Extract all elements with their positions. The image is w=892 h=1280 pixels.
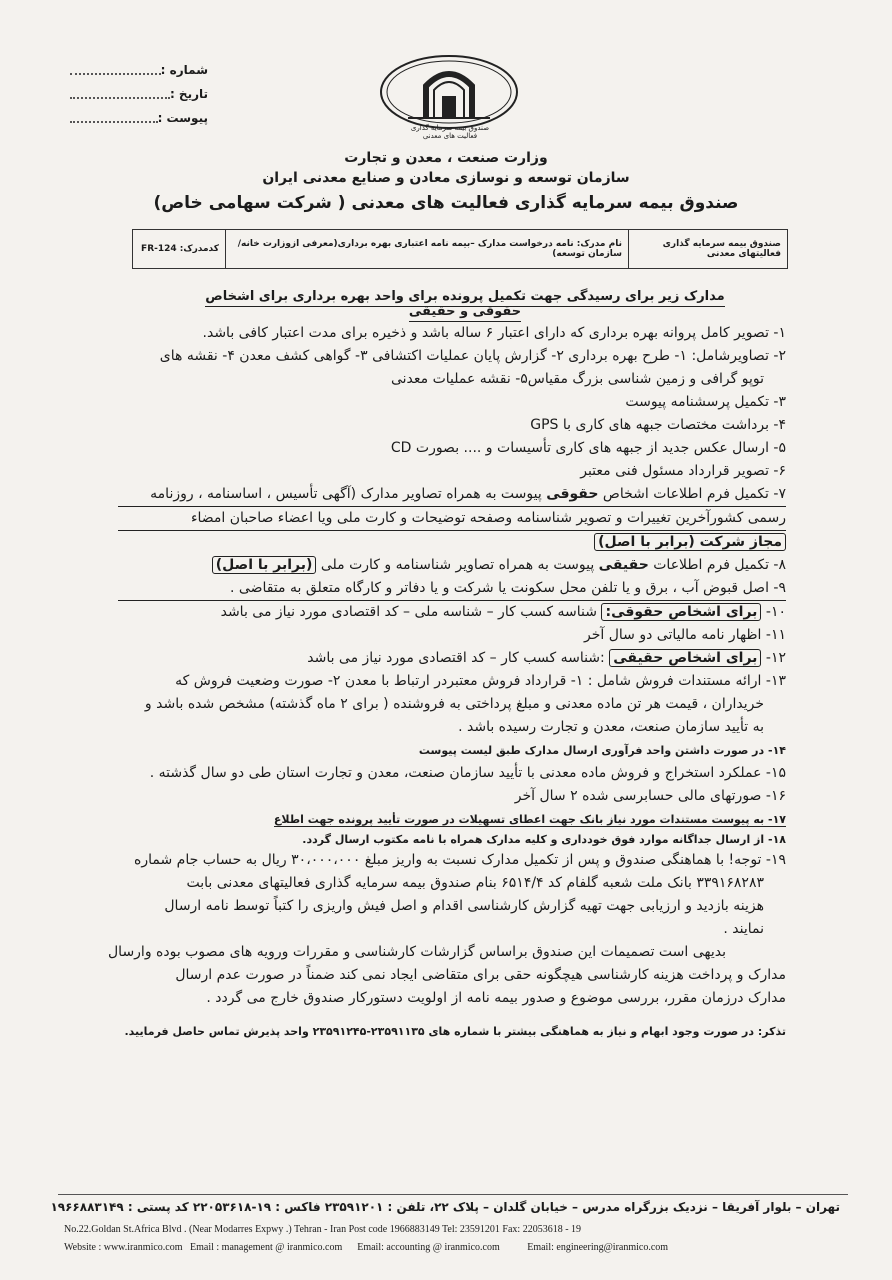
- date-label: تاریخ :: [169, 87, 208, 101]
- list-item: ۱۲- برای اشخاص حقیقی :شناسه کسب کار – کد اقتصادی مورد نیاز می باشد: [307, 650, 786, 666]
- footer-address-fa: تهران – بلوار آفریقا – نزدیک بزرگراه مدرس – خیابان گلدان – پلاک ۲۲، تلفن : ۲۳۵۹۱۲۰۱ فاکس : ۱۹-۲۲۰۵۳۶۱۸ کد پستی : ۱۹۶۶۸۸۳۱۴۹: [50, 1200, 840, 1214]
- document-title: [190, 289, 740, 319]
- list-item: ۸- تکمیل فرم اطلاعات حقیقی پیوست به همراه تصاویر شناسنامه و کارت ملی (برابر با اصل): [118, 554, 786, 577]
- list-item: ۴- برداشت مختصات جبهه های کاری با GPS: [530, 417, 786, 433]
- list-item: ۱۷- به پیوست مستندات مورد نیاز بانک جهت اعطای تسهیلات در صورت تأیید پرونده جهت اطلاع: [273, 813, 786, 826]
- list-item: ۱- تصویر کامل پروانه بهره برداری که دارای اعتبار ۶ ساله باشد و ذخیره برای مدت اعتبار کافی باشد.: [202, 325, 786, 341]
- attachment-label: پیوست :: [157, 111, 208, 125]
- number-field: [58, 58, 208, 82]
- footer-divider: [58, 1194, 848, 1195]
- list-item: هزینه بازدید و ارزیابی جهت تهیه گزارش کارشناسی اقدام و اصل فیش واریزی را کتباً توسط نامه ارسال: [164, 898, 764, 914]
- email-accounting-link[interactable]: Email: accounting @ iranmico.com: [357, 1242, 500, 1253]
- list-item: ۲- تصاویرشامل: ۱- طرح بهره برداری ۲- گزارش پایان عملیات اکتشافی ۳- گواهی کشف معدن ۴- نقشه های: [159, 348, 786, 364]
- list-item: توپو گرافی و زمین شناسی بزرگ مقیاس۵- نقشه عملیات معدنی: [390, 371, 764, 387]
- list-item: ۱۸- از ارسال جداگانه موارد فوق خودداری و کلیه مدارک همراه با نامه مکتوب ارسال گردد.: [302, 833, 786, 846]
- date-field: [58, 82, 208, 106]
- ref-org: صندوق بیمه سرمایه گذاری فعالیتهای معدنی: [628, 230, 787, 268]
- list-item: به تأیید سازمان صنعت، معدن و تجارت رسیده باشد .: [458, 719, 764, 735]
- fund-heading: صندوق بیمه سرمایه گذاری فعالیت های معدنی ( شرکت سهامی خاص): [153, 193, 739, 213]
- list-item: ۹- اصل قبوض آب ، برق و یا تلفن محل سکونت یا شرکت و یا دفاتر و کارگاه متعلق به متقاضی .: [118, 577, 786, 601]
- document-title-text: مدارک زیر برای رسیدگی جهت تکمیل پرونده برای واحد بهره برداری برای اشخاص حقوقی و حقیقی: [205, 289, 724, 322]
- list-item: ۵- ارسال عکس جدید از جبهه های کاری تأسیسات و .... بصورت CD: [390, 440, 786, 456]
- closing-paragraph: مدارک درزمان مقرر، بررسی موضوع و صدور بیمه نامه از اولویت دستورکار صندوق خارج می گردد .: [206, 990, 786, 1006]
- list-item: ۱۳- ارائه مستندات فروش شامل : ۱- قرارداد فروش معتبردر ارتباط با معدن ۲- صورت وضعیت فروش که: [175, 673, 786, 689]
- requirements-list: [108, 322, 786, 1043]
- website-link[interactable]: Website : www.iranmico.com: [64, 1242, 183, 1253]
- list-item: ۱۱- اظهار نامه مالیاتی دو سال آخر: [584, 627, 786, 643]
- list-item: ۱۰- برای اشخاص حقوقی: شناسه کسب کار – شناسه ملی – کد اقتصادی مورد نیاز می باشد: [220, 604, 786, 620]
- closing-paragraph: مدارک و پرداخت هزینه کارشناسی هیچگونه حقی برای متقاضی ایجاد نمی کند ضمناً در صورت عدم ارسال: [175, 967, 786, 983]
- ref-doc-code: کدمدرک: FR-124: [141, 244, 219, 254]
- meta-fields: [58, 58, 208, 130]
- number-label: شماره :: [160, 63, 208, 77]
- footer-address-en: No.22.Goldan St.Africa Blvd . (Near Modarres Expwy .) Tehran - Iran Post code 1966883149 Tel: 23591201 Fax: 22053618 - 19: [64, 1224, 582, 1235]
- list-item: ۳۳۹۱۶۸۲۸۳ بانک ملت شعبه گلفام کد ۶۵۱۴/۴ بنام صندوق بیمه سرمایه گذاری فعالیتهای معدنی بابت: [186, 875, 764, 891]
- list-item: ۷- تکمیل فرم اطلاعات اشخاص حقوقی پیوست به همراه تصاویر مدارک (آگهی تأسیس ، اساسنامه ، روزنامه: [118, 483, 786, 507]
- ref-doc-name: نام مدرک: نامه درخواست مدارک –بیمه نامه اعتباری بهره برداری(معرفی ازوزارت خانه/سازمان توسعه): [225, 230, 628, 268]
- list-item: نمایند .: [723, 921, 764, 937]
- closing-paragraph: بدیهی است تصمیمات این صندوق براساس گزارشات کارشناسی و مقررات ورویه های مصوب بوده وارسال: [108, 944, 726, 960]
- ministry-heading: وزارت صنعت ، معدن و تجارت: [344, 150, 548, 166]
- list-item: ۶- تصویر قرارداد مسئول فنی معتبر: [580, 463, 786, 479]
- list-item: مجاز شرکت (برابر با اصل): [118, 531, 786, 554]
- email-engineering-link[interactable]: Email: engineering@iranmico.com: [527, 1242, 669, 1253]
- attachment-field: [58, 106, 208, 130]
- list-item: ۳- تکمیل پرسشنامه پیوست: [625, 394, 786, 410]
- list-item: ۱۶- صورتهای مالی حسابرسی شده ۲ سال آخر: [514, 788, 786, 804]
- document-reference-box: [132, 229, 788, 269]
- footer-contacts: [64, 1242, 854, 1253]
- list-item: خریداران ، قیمت هر تن ماده معدنی و مبلغ پرداختی به فروشنده ( برای ۲ ماه گذشته) مشخص شده باشد و: [144, 696, 764, 712]
- list-item: رسمی کشورآخرین تغییرات و تصویر شناسنامه وصفحه توضیحات و کارت ملی ویا اعضاء صاحبان امضاء: [118, 507, 786, 531]
- contact-note: تذکر: در صورت وجود ابهام و نیاز به هماهنگی بیشتر با شماره های ۲۳۵۹۱۱۳۵-۲۳۵۹۱۲۴۵ واحد پذیرش تماس حاصل فرمایید.: [124, 1025, 786, 1038]
- organization-heading: سازمان توسعه و نوسازی معادن و صنایع معدنی ایران: [262, 170, 630, 186]
- email-management-link[interactable]: Email : management @ iranmico.com: [190, 1242, 343, 1253]
- list-item: ۱۴- در صورت داشتن واحد فرآوری ارسال مدارک طبق لیست پیوست: [418, 744, 786, 757]
- list-item: ۱۹- توجه! با هماهنگی صندوق و پس از تکمیل مدارک نسبت به واریز مبلغ ۳۰،۰۰۰،۰۰۰ ریال به حساب جام شماره: [134, 852, 786, 868]
- list-item: ۱۵- عملکرد استخراج و فروش ماده معدنی با تأیید سازمان صنعت، معدن و تجارت استان طی دو سال گذشته .: [149, 765, 786, 781]
- logo-caption: صندوق بیمه سرمایه گذاری فعالیت های معدنی: [410, 124, 490, 140]
